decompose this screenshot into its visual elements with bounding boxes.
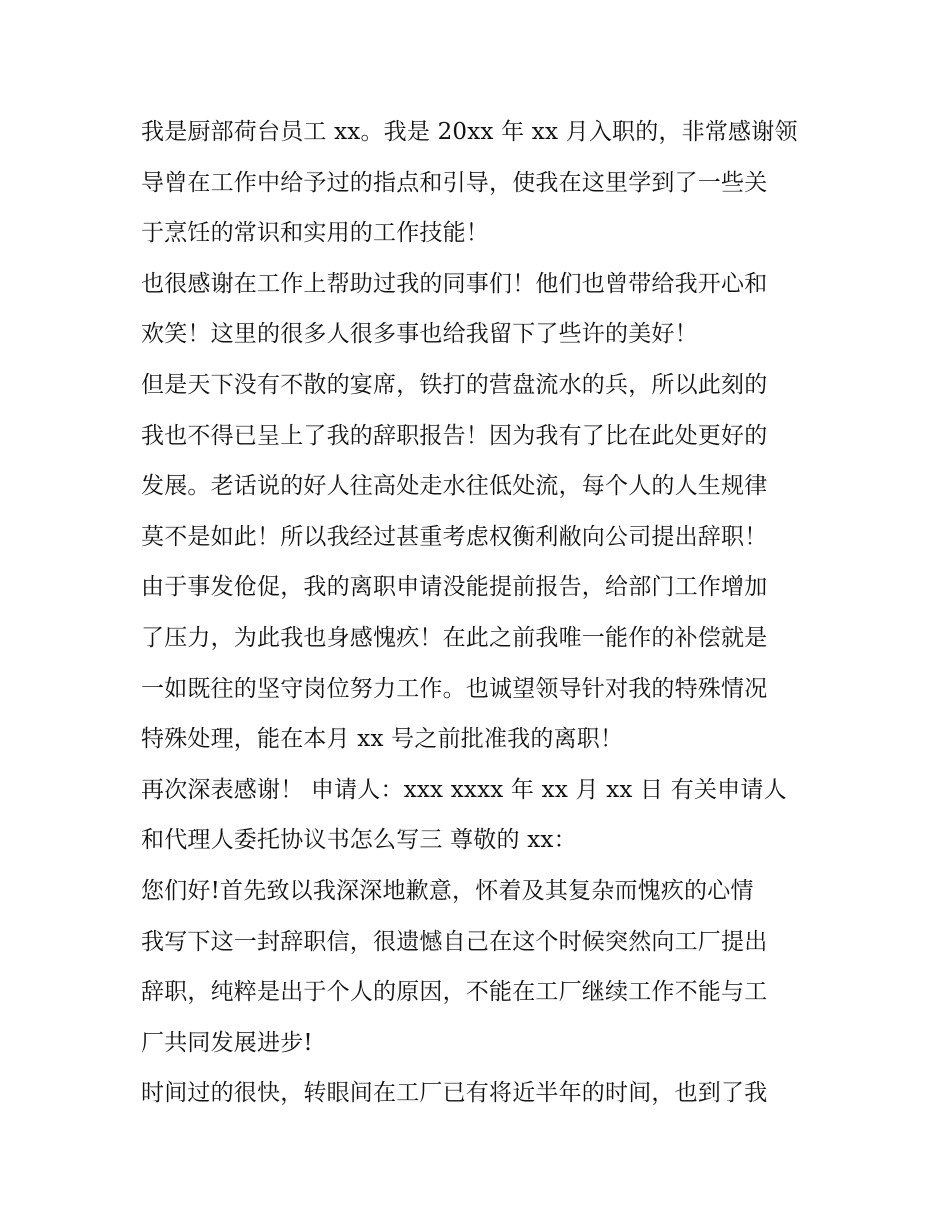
text-line: 由于事发伧促，我的离职申请没能提前报告，给部门工作增加 [141, 574, 768, 601]
text-line: 于烹饪的常识和实用的工作技能！ [141, 220, 489, 247]
text-line: 欢笑！这里的很多人很多事也给我留下了些许的美好！ [141, 321, 698, 348]
text-line: 但是天下没有不散的宴席，铁打的营盘流水的兵，所以此刻的 [141, 371, 768, 398]
text-line: 我是厨部荷台员工 xx。我是 20xx 年 xx 月入职的，非常感谢领 [141, 119, 798, 145]
text-line: 发展。老话说的好人往高处走水往低处流，每个人的人生规律 [141, 473, 768, 500]
text-line: 也很感谢在工作上帮助过我的同事们！他们也曾带给我开心和 [141, 270, 768, 297]
text-line: 莫不是如此！所以我经过甚重考虑权衡利敝向公司提出辞职！ [141, 523, 768, 550]
text-line: 厂共同发展进步! [141, 1029, 313, 1056]
text-line: 特殊处理，能在本月 xx 号之前批准我的离职！ [141, 726, 624, 753]
document-body [141, 107, 821, 1119]
text-line: 我写下这一封辞职信，很遗憾自己在这个时候突然向工厂提出 [141, 928, 768, 955]
text-line: 一如既往的坚守岗位努力工作。也诚望领导针对我的特殊情况 [141, 675, 768, 702]
text-line: 辞职，纯粹是出于个人的原因，不能在工厂继续工作不能与工 [141, 979, 768, 1006]
text-line: 时间过的很快，转眼间在工厂已有将近半年的时间，也到了我 [141, 1080, 768, 1107]
text-line: 再次深表感谢！ 申请人：xxx xxxx 年 xx 月 xx 日 有关申请人 [141, 776, 787, 803]
text-line: 和代理人委托协议书怎么写三 尊敬的 xx： [141, 827, 577, 854]
text-line: 您们好!首先致以我深深地歉意，怀着及其复杂而愧疚的心情 [141, 877, 754, 904]
text-line: 导曾在工作中给予过的指点和引导，使我在这里学到了一些关 [141, 169, 768, 196]
text-line: 我也不得已呈上了我的辞职报告！因为我有了比在此处更好的 [141, 422, 768, 449]
text-line: 了压力，为此我也身感愧疚！在此之前我唯一能作的补偿就是 [141, 624, 768, 651]
